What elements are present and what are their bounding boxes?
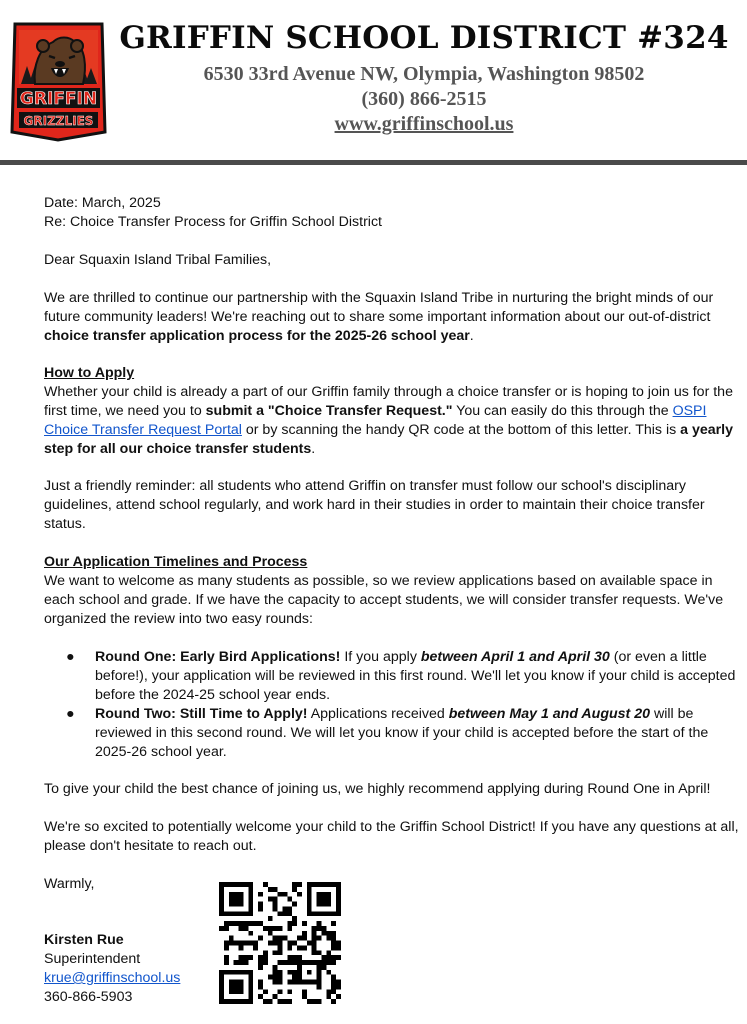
round-one-copy: (or even a little	[609, 649, 707, 665]
bullet-icon: ●	[66, 706, 75, 722]
round-one-dates: between April 1 and April 30	[420, 649, 610, 665]
how-line	[44, 440, 734, 459]
closing-paragraph	[44, 818, 739, 856]
round-two-dates: between May 1 and August 20	[448, 706, 651, 722]
intro-line	[44, 327, 734, 346]
ospi-portal-link[interactable]: Choice Transfer Request Portal	[44, 422, 242, 438]
header-divider	[0, 160, 747, 165]
signature-block	[44, 931, 214, 1007]
reminder-line: Just a friendly reminder: all students who attend Griffin on transfer must follow our school's disciplinary	[44, 478, 686, 494]
how-text: or by scanning the handy QR code at the bottom of this letter. This is	[241, 422, 681, 438]
recommendation: To give your child the best chance of joining us, we highly recommend applying during Round One in April!	[44, 781, 711, 797]
intro-period: .	[469, 328, 474, 344]
round-one-text	[95, 648, 735, 705]
ospi-portal-link[interactable]: OSPI	[672, 403, 707, 419]
district-phone: (360) 866-2515	[361, 88, 487, 110]
round-two-text	[95, 705, 735, 762]
round-two-line	[95, 705, 735, 724]
signer-phone: 360-866-5903	[44, 989, 133, 1005]
greeting: Dear Squaxin Island Tribal Families,	[44, 252, 272, 268]
reminder-paragraph	[44, 477, 734, 534]
how-period: .	[311, 441, 316, 457]
intro-line: future community leaders! We're reaching out to share some important information about our out-of-district	[44, 309, 711, 325]
closing-line: please don't hesitate to reach out.	[44, 838, 257, 854]
how-line	[44, 421, 734, 440]
round-two-copy: will be	[650, 706, 694, 722]
yearly-emphasis: a yearly	[680, 422, 734, 438]
letter-subject: Re: Choice Transfer Process for Griffin School District	[44, 214, 382, 230]
how-text: You can easily do this through the	[452, 403, 673, 419]
round-two-line: 2025-26 school year.	[95, 744, 227, 760]
round-two-item	[44, 705, 734, 762]
round-one-line	[95, 648, 735, 667]
submit-request-emphasis: submit a "Choice Transfer Request."	[205, 403, 453, 419]
round-one-item	[44, 648, 734, 705]
timeline-line: We want to welcome as many students as possible, so we review applications based on available space in	[44, 573, 713, 589]
district-website-link[interactable]: www.griffinschool.us	[334, 113, 514, 135]
how-text: first time, we need you to	[44, 403, 206, 419]
round-one-line: before!), your application will be reviewed in this first round. We'll let you know if your child is accepted	[95, 668, 736, 684]
how-line: Whether your child is already a part of our Griffin family through a choice transfer or is hoping to join us for the	[44, 384, 733, 400]
how-to-apply-heading: How to Apply	[44, 365, 135, 381]
qr-code-icon[interactable]	[219, 882, 341, 1004]
round-two-copy: Applications received	[307, 706, 449, 722]
signer-email-link[interactable]: krue@griffinschool.us	[44, 970, 181, 986]
logo-text-top: GRIFFIN	[19, 89, 98, 109]
closing-line: We're so excited to potentially welcome your child to the Griffin School District! If you have any questions at all,	[44, 819, 739, 835]
round-one-line: before the 2024-25 school year ends.	[95, 687, 331, 703]
timeline-section	[44, 553, 734, 629]
district-title: GRIFFIN SCHOOL DISTRICT #324	[119, 20, 729, 56]
round-one-title: Round One: Early Bird Applications!	[95, 649, 341, 665]
reminder-line: status.	[44, 516, 86, 532]
timeline-heading: Our Application Timelines and Process	[44, 554, 308, 570]
round-two-line: reviewed in this second round. We will let you know if your child is accepted before the start of the	[95, 725, 709, 741]
signer-title: Superintendent	[44, 951, 141, 967]
intro-emphasis: choice transfer application process for the 2025-26 school year	[44, 328, 470, 344]
round-two-title: Round Two: Still Time to Apply!	[95, 706, 308, 722]
date-block	[44, 194, 734, 232]
how-line	[44, 402, 734, 421]
district-address: 6530 33rd Avenue NW, Olympia, Washington 98502	[203, 63, 645, 85]
reminder-line: guidelines, attend school regularly, and work hard in their studies in order to maintain their choice transfer	[44, 497, 705, 513]
logo-text-bottom: GRIZZLIES	[23, 114, 94, 128]
round-one-copy: If you apply	[340, 649, 421, 665]
griffin-grizzlies-logo	[9, 22, 108, 142]
timeline-line: organized the review into two easy rounds:	[44, 611, 313, 627]
intro-line: We are thrilled to continue our partnership with the Squaxin Island Tribe in nurturing the bright minds of our	[44, 290, 714, 306]
timeline-line: each school and grade. If we have the capacity to accept students, we will consider transfer requests. We've	[44, 592, 724, 608]
signer-name: Kirsten Rue	[44, 932, 124, 948]
intro-paragraph	[44, 289, 734, 346]
signoff: Warmly,	[44, 876, 95, 892]
yearly-emphasis: step for all our choice transfer students	[44, 441, 312, 457]
bullet-icon: ●	[66, 649, 75, 665]
letter-date: Date: March, 2025	[44, 195, 161, 211]
how-to-apply-section	[44, 364, 734, 459]
